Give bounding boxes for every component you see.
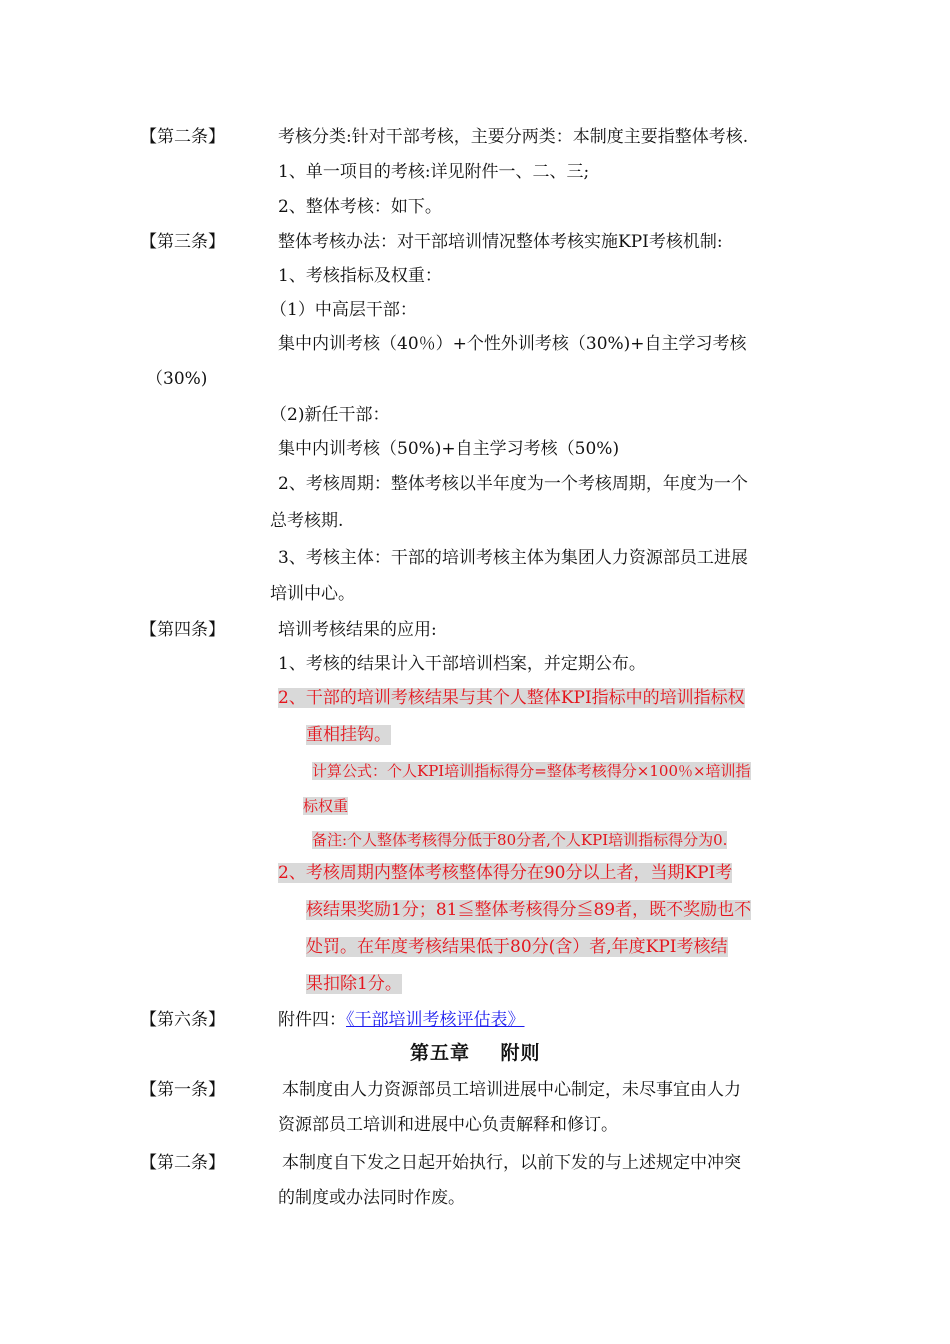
chapter-5-article-2-line-1: 本制度自下发之日起开始执行，以前下发的与上述规定中冲突 <box>282 1153 741 1173</box>
chapter-5-article-1-line-2: 资源部员工培训和进展中心负责解释和修订。 <box>278 1115 618 1135</box>
article-3-line-6: 集中内训考核（50%)+自主学习考核（50%) <box>278 439 620 459</box>
attachment-4-link[interactable]: 《干部培训考核评估表》 <box>346 1010 525 1030</box>
article-3-line-4b: （30%) <box>146 369 208 389</box>
article-3-line-2: 1、考核指标及权重： <box>278 266 442 286</box>
article-2-line-2: 1、单一项目的考核:详见附件一、二、三; <box>278 162 590 182</box>
chapter-5-title: 第五章 附则 <box>410 1042 541 1064</box>
article-2-label: 【第二条】 <box>140 127 225 147</box>
article-4-line-1: 培训考核结果的应用: <box>278 620 437 640</box>
chapter-5-article-2-label: 【第二条】 <box>140 1153 225 1173</box>
article-3-line-4a: 集中内训考核（40％）+个性外训考核（30%)+自主学习考核 <box>278 334 747 354</box>
article-3-line-8b: 培训中心。 <box>270 584 355 604</box>
article-3-line-8a: 3、考核主体：干部的培训考核主体为集团人力资源部员工进展 <box>278 548 748 568</box>
article-6-label: 【第六条】 <box>140 1010 225 1030</box>
article-4-label: 【第四条】 <box>140 620 225 640</box>
article-4-red-2b: 核结果奖励1分；81≦整体考核得分≦89者，既不奖励也不 <box>306 900 752 920</box>
article-2-line-1: 考核分类:针对干部考核，主要分两类：本制度主要指整体考核. <box>278 127 749 147</box>
article-3-line-5: （2)新任干部： <box>270 405 390 425</box>
article-4-red-2a: 2、考核周期内整体考核整体得分在90分以上者，当期KPI考 <box>278 863 733 883</box>
article-3-line-3: （1）中高层干部： <box>270 300 417 320</box>
formula-line-a: 计算公式：个人KPI培训指标得分=整体考核得分×100％×培训指 <box>312 762 751 780</box>
article-4-red-1b: 重相挂钩。 <box>306 725 391 745</box>
article-3-label: 【第三条】 <box>140 232 225 252</box>
article-2-line-3: 2、整体考核：如下。 <box>278 197 442 217</box>
article-3-line-1: 整体考核办法：对干部培训情况整体考核实施KPI考核机制: <box>278 232 723 252</box>
article-4-line-2: 1、考核的结果计入干部培训档案，并定期公布。 <box>278 654 646 674</box>
article-6-line <box>278 1009 525 1031</box>
chapter-5-article-1-line-1: 本制度由人力资源部员工培训进展中心制定，未尽事宜由人力 <box>282 1080 741 1100</box>
remark-line: 备注:个人整体考核得分低于80分者,个人KPI培训指标得分为0. <box>312 831 728 849</box>
formula-line-b: 标权重 <box>303 797 349 815</box>
article-4-red-1a: 2、干部的培训考核结果与其个人整体KPI指标中的培训指标权 <box>278 688 745 708</box>
article-3-line-7b: 总考核期. <box>270 511 344 531</box>
article-4-red-2c: 处罚。在年度考核结果低于80分(含）者,年度KPI考核结 <box>306 937 728 957</box>
article-3-line-7a: 2、考核周期：整体考核以半年度为一个考核周期，年度为一个 <box>278 474 748 494</box>
article-4-red-2d: 果扣除1分。 <box>306 974 402 994</box>
chapter-5-article-1-label: 【第一条】 <box>140 1080 225 1100</box>
attachment-prefix: 附件四： <box>278 1010 346 1030</box>
chapter-5-article-2-line-2: 的制度或办法同时作废。 <box>278 1188 465 1208</box>
